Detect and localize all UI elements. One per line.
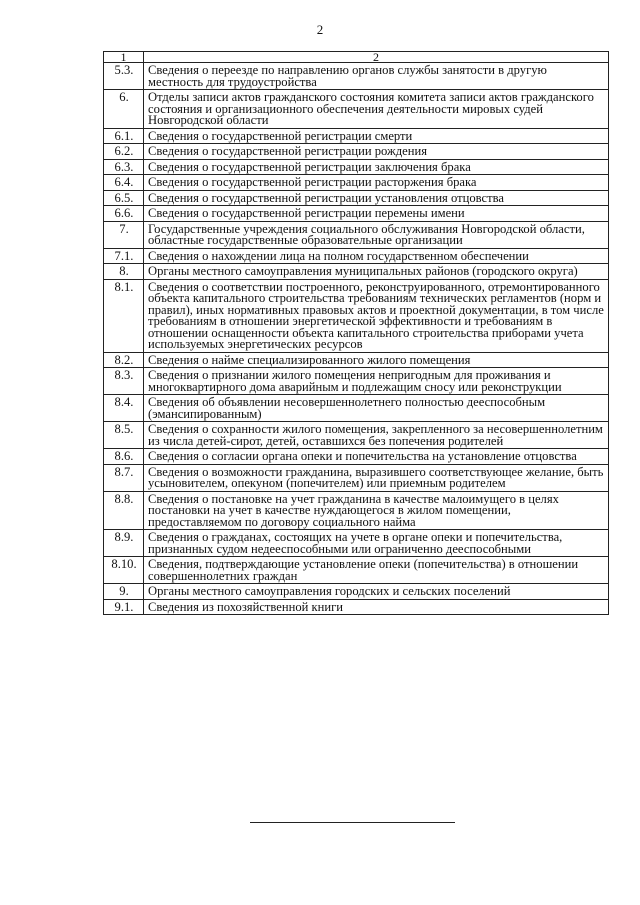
row-text: Сведения о согласии органа опеки и попечительства на установление отцовства	[144, 449, 609, 465]
table-row	[104, 464, 609, 491]
table-header-row	[104, 52, 609, 63]
row-text: Сведения о сохранности жилого помещения, закрепленного за несовершеннолетним из числа детей-сирот, детей, оставшихся без попечения родителей	[144, 422, 609, 449]
row-number: 8.4.	[104, 395, 144, 422]
row-number: 8.6.	[104, 449, 144, 465]
row-text: Сведения о признании жилого помещения непригодным для проживания и многоквартирного дома аварийным и подлежащим сносу или реконструкции	[144, 368, 609, 395]
table-row	[104, 248, 609, 264]
row-text: Отделы записи актов гражданского состояния комитета записи актов гражданского состояния и организационного обеспечения деятельности мировых судей Новгородской области	[144, 90, 609, 129]
row-number: 6.1.	[104, 128, 144, 144]
table-row	[104, 128, 609, 144]
header-col-2: 2	[144, 52, 609, 63]
table-row	[104, 159, 609, 175]
row-number: 6.	[104, 90, 144, 129]
table-row	[104, 206, 609, 222]
row-text: Сведения, подтверждающие установление опеки (попечительства) в отношении совершеннолетних граждан	[144, 557, 609, 584]
row-number: 9.	[104, 584, 144, 600]
row-text: Сведения о государственной регистрации заключения брака	[144, 159, 609, 175]
page-number: 2	[316, 22, 324, 37]
row-text: Сведения об объявлении несовершеннолетнего полностью дееспособным (эмансипированным)	[144, 395, 609, 422]
table-row	[104, 264, 609, 280]
row-text: Сведения из похозяйственной книги	[144, 599, 609, 615]
table-row	[104, 190, 609, 206]
row-text: Сведения о соответствии построенного, реконструированного, отремонтированного объекта капитального строительства требованиям технических регламентов (норм и правил), иных нормативных правовых актов и проектной документации, в том числе требованиям в отношении энергетической эффективности и требованиям в отношении оснащенности объекта капитального строительства приборами учета используемых энергетических ресурсов	[144, 279, 609, 352]
row-number: 8.	[104, 264, 144, 280]
table-row	[104, 422, 609, 449]
table-row	[104, 63, 609, 90]
table-row	[104, 395, 609, 422]
footer-rule	[250, 822, 455, 823]
row-text: Органы местного самоуправления муниципальных районов (городского округа)	[144, 264, 609, 280]
row-text: Сведения о возможности гражданина, выразившего соответствующее желание, быть усыновителем, опекуном (попечителем) или приемным родителем	[144, 464, 609, 491]
row-number: 9.1.	[104, 599, 144, 615]
row-number: 8.3.	[104, 368, 144, 395]
row-number: 5.3.	[104, 63, 144, 90]
row-number: 8.8.	[104, 491, 144, 530]
table-row	[104, 584, 609, 600]
documents-table	[103, 51, 609, 615]
row-text: Сведения о государственной регистрации смерти	[144, 128, 609, 144]
table-row	[104, 491, 609, 530]
table-row	[104, 279, 609, 352]
row-number: 8.5.	[104, 422, 144, 449]
table-row	[104, 221, 609, 248]
row-text: Сведения о государственной регистрации расторжения брака	[144, 175, 609, 191]
table-row	[104, 449, 609, 465]
row-number: 6.3.	[104, 159, 144, 175]
row-number: 6.6.	[104, 206, 144, 222]
table-row	[104, 557, 609, 584]
row-number: 8.1.	[104, 279, 144, 352]
table-row	[104, 599, 609, 615]
row-text: Сведения о государственной регистрации установления отцовства	[144, 190, 609, 206]
row-number: 8.10.	[104, 557, 144, 584]
row-number: 8.2.	[104, 352, 144, 368]
header-col-1: 1	[104, 52, 144, 63]
row-text: Государственные учреждения социального обслуживания Новгородской области, областные государственные образовательные организации	[144, 221, 609, 248]
row-number: 6.5.	[104, 190, 144, 206]
table-row	[104, 352, 609, 368]
row-text: Сведения о найме специализированного жилого помещения	[144, 352, 609, 368]
row-text: Сведения о государственной регистрации рождения	[144, 144, 609, 160]
row-text: Сведения о нахождении лица на полном государственном обеспечении	[144, 248, 609, 264]
row-number: 8.7.	[104, 464, 144, 491]
row-number: 8.9.	[104, 530, 144, 557]
row-text: Сведения о переезде по направлению органов службы занятости в другую местность для трудоустройства	[144, 63, 609, 90]
table-row	[104, 144, 609, 160]
table-row	[104, 90, 609, 129]
row-number: 6.2.	[104, 144, 144, 160]
table-row	[104, 368, 609, 395]
row-number: 6.4.	[104, 175, 144, 191]
table-row	[104, 175, 609, 191]
row-text: Сведения о постановке на учет гражданина в качестве малоимущего в целях постановки на учет в качестве нуждающегося в жилом помещении, предоставляемом по договору социального найма	[144, 491, 609, 530]
table-row	[104, 530, 609, 557]
row-text: Органы местного самоуправления городских и сельских поселений	[144, 584, 609, 600]
row-text: Сведения о государственной регистрации перемены имени	[144, 206, 609, 222]
row-text: Сведения о гражданах, состоящих на учете в органе опеки и попечительства, признанных судом недееспособными или ограниченно дееспособными	[144, 530, 609, 557]
row-number: 7.1.	[104, 248, 144, 264]
row-number: 7.	[104, 221, 144, 248]
